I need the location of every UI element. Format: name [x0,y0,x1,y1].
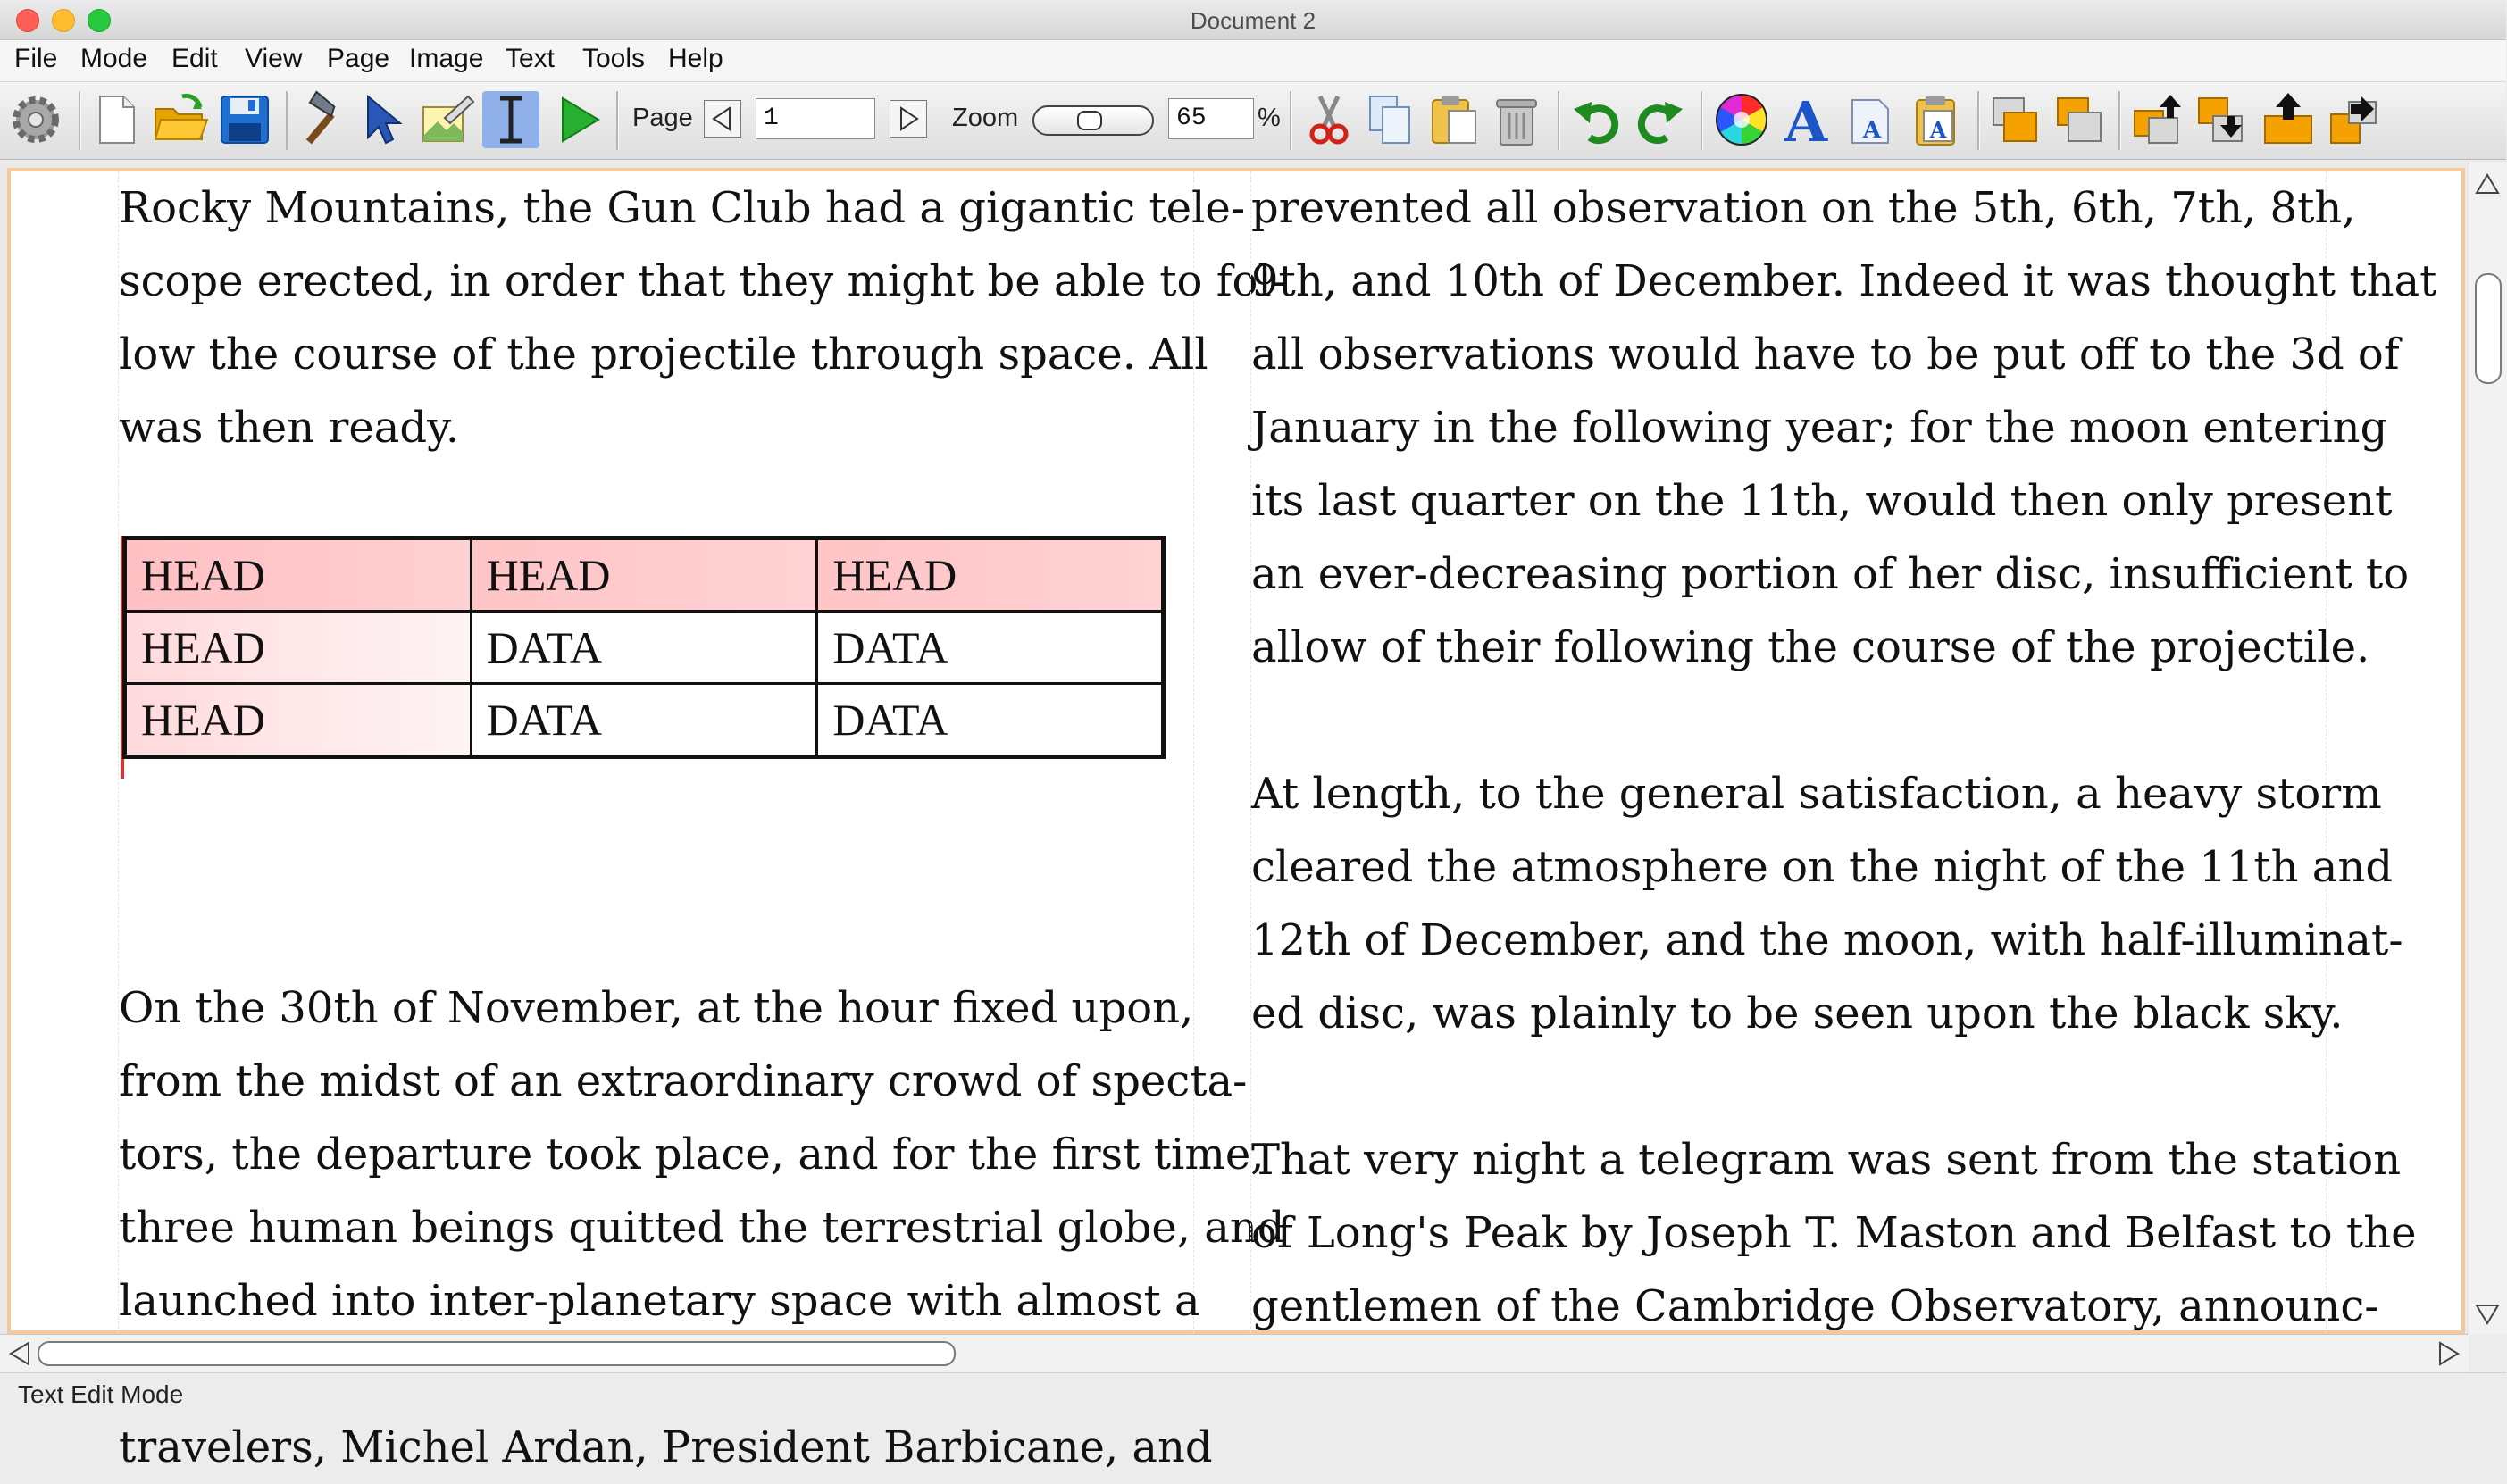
save-floppy-icon[interactable] [216,91,273,148]
copy-pages-icon[interactable] [1363,91,1420,148]
menu-image[interactable]: Image [409,44,484,73]
text-line[interactable]: 12th of December, and the moon, with half-illuminat- [1251,915,2403,965]
scroll-up-arrow-icon[interactable] [2469,166,2505,202]
move-to-top-icon[interactable] [2260,91,2317,148]
zoom-unit-label: % [1258,104,1281,132]
svg-text:A: A [1862,117,1882,144]
text-line[interactable]: low the course of the projectile through space. All [119,329,1208,379]
text-paste-icon[interactable] [1908,91,1965,148]
table-cell[interactable]: DATA [471,612,817,684]
text-style-page-icon[interactable] [1843,91,1901,148]
delete-trash-icon[interactable] [1488,91,1545,148]
menu-mode[interactable]: Mode [80,44,148,73]
page-label: Page [632,104,693,132]
text-line[interactable]: allow of their following the course of the projectile. [1251,622,2370,672]
text-line[interactable]: Rocky Mountains, the Gun Club had a gigantic tele- [119,183,1246,233]
menu-bar [0,40,2506,82]
status-bar [0,1372,2506,1417]
scrollbar-corner [2469,1334,2506,1371]
font-a-icon[interactable] [1777,89,1834,154]
toolbar-separator [79,91,81,150]
text-line[interactable]: scope erected, in order that they might be able to fol- [119,256,1286,306]
table-cell[interactable]: HEAD [125,612,472,684]
previous-page-button[interactable] [704,100,741,138]
table-row [125,612,1164,684]
image-edit-icon[interactable] [418,91,475,148]
vertical-scroll-thumb[interactable] [2475,273,2502,384]
open-folder-icon[interactable] [152,91,209,148]
table-cell[interactable]: DATA [817,612,1164,684]
table-row [125,684,1164,757]
text-line[interactable]: three human beings quitted the terrestrial globe, and [119,1203,1285,1253]
text-line[interactable]: At length, to the general satisfaction, a heavy storm [1251,769,2382,819]
text-line[interactable]: all observations would have to be put off to the 3d of [1251,329,2400,379]
menu-file[interactable]: File [14,44,58,73]
send-to-back-icon[interactable] [2051,91,2108,148]
menu-tools[interactable]: Tools [582,44,646,73]
paragraph-gap [1251,684,2326,757]
settings-gear-icon[interactable] [7,91,64,148]
document-table[interactable] [122,536,1166,759]
text-line[interactable]: its last quarter on the 11th, would then only present [1251,476,2393,526]
pointer-arrow-icon[interactable] [355,91,413,148]
table-cell[interactable]: HEAD [817,538,1164,612]
page-number-input[interactable]: 1 [756,98,875,139]
text-line[interactable]: was then ready. [119,403,460,453]
bring-to-front-icon[interactable] [1986,91,2043,148]
text-line[interactable]: ed disc, was plainly to be seen upon the black sky. [1251,988,2344,1038]
horizontal-scrollbar[interactable] [0,1334,2469,1372]
text-line[interactable]: cleared the atmosphere on the night of the 11th and [1251,842,2394,892]
text-line[interactable]: January in the following year; for the moon entering [1251,403,2388,453]
text-line[interactable]: of Long's Peak by Joseph T. Maston and Belfast to the [1251,1208,2417,1258]
table-cell[interactable]: HEAD [125,684,472,757]
title-bar [0,0,2506,40]
menu-page[interactable]: Page [327,44,390,73]
scroll-left-arrow-icon[interactable] [2,1336,38,1371]
toolbar-separator [286,91,288,150]
hammer-tool-icon[interactable] [293,91,350,148]
text-line[interactable]: tors, the departure took place, and for the first time, [119,1130,1265,1180]
table-cell[interactable]: HEAD [125,538,472,612]
text-cursor-tool-icon[interactable] [482,91,539,148]
table-cell[interactable]: DATA [817,684,1164,757]
toolbar-separator [1977,91,1980,150]
menu-view[interactable]: View [245,44,303,73]
window-title: Document 2 [1190,7,1316,34]
text-column-left[interactable] [118,171,1286,1472]
new-document-icon[interactable] [88,91,145,148]
undo-icon[interactable] [1568,91,1625,148]
text-line[interactable]: That very night a telegram was sent from the station [1251,1135,2402,1185]
menu-edit[interactable]: Edit [171,44,218,73]
zoom-slider-knob[interactable] [1077,111,1102,130]
text-line[interactable]: On the 30th of November, at the hour fixed upon, [119,983,1194,1033]
text-column-right[interactable] [1250,171,2437,1338]
paste-clipboard-icon[interactable] [1425,91,1483,148]
zoom-label: Zoom [952,104,1019,132]
table-row [125,538,1164,612]
svg-text:A: A [1784,89,1828,154]
run-play-icon[interactable] [550,91,607,148]
text-line[interactable]: launched into inter-planetary space with almost a [119,1276,1200,1326]
cut-scissors-icon[interactable] [1300,91,1358,148]
scroll-right-arrow-icon[interactable] [2431,1336,2467,1371]
menu-text[interactable]: Text [506,44,556,73]
text-line[interactable]: an ever-decreasing portion of her disc, insufficient to [1251,549,2410,599]
paragraph-gap [1251,1050,2326,1123]
status-mode-text: Text Edit Mode [18,1380,184,1408]
toolbar-separator [1290,91,1292,150]
toolbar-separator [616,91,619,150]
move-up-layer-icon[interactable] [2129,91,2186,148]
redo-icon[interactable] [1631,91,1688,148]
toolbar-separator [1558,91,1560,150]
toolbar-separator [1701,91,1703,150]
text-line[interactable]: 9th, and 10th of December. Indeed it was thought that [1251,256,2437,306]
scroll-down-arrow-icon[interactable] [2469,1296,2505,1332]
move-down-layer-icon[interactable] [2194,91,2251,148]
table-cell[interactable]: DATA [471,684,817,757]
next-page-button[interactable] [890,100,927,138]
menu-help[interactable]: Help [668,44,723,73]
toolbar [0,82,2506,160]
text-line[interactable]: gentlemen of the Cambridge Observatory, announc- [1251,1281,2379,1331]
svg-text:A: A [1929,117,1947,143]
horizontal-scroll-thumb[interactable] [38,1341,956,1366]
vertical-scrollbar[interactable] [2469,163,2507,1334]
color-wheel-icon[interactable] [1713,91,1770,148]
move-to-bottom-icon[interactable] [2326,91,2383,148]
zoom-percent-input[interactable]: 65 [1168,98,1254,139]
table-cell[interactable]: HEAD [471,538,817,612]
text-line[interactable]: from the midst of an extraordinary crowd of specta- [119,1056,1248,1106]
zoom-slider[interactable] [1032,105,1154,136]
text-line[interactable]: prevented all observation on the 5th, 6th, 7th, 8th, [1251,183,2356,233]
toolbar-separator [2118,91,2121,150]
text-line[interactable]: travelers, Michel Ardan, President Barbicane, and [119,1422,1213,1472]
